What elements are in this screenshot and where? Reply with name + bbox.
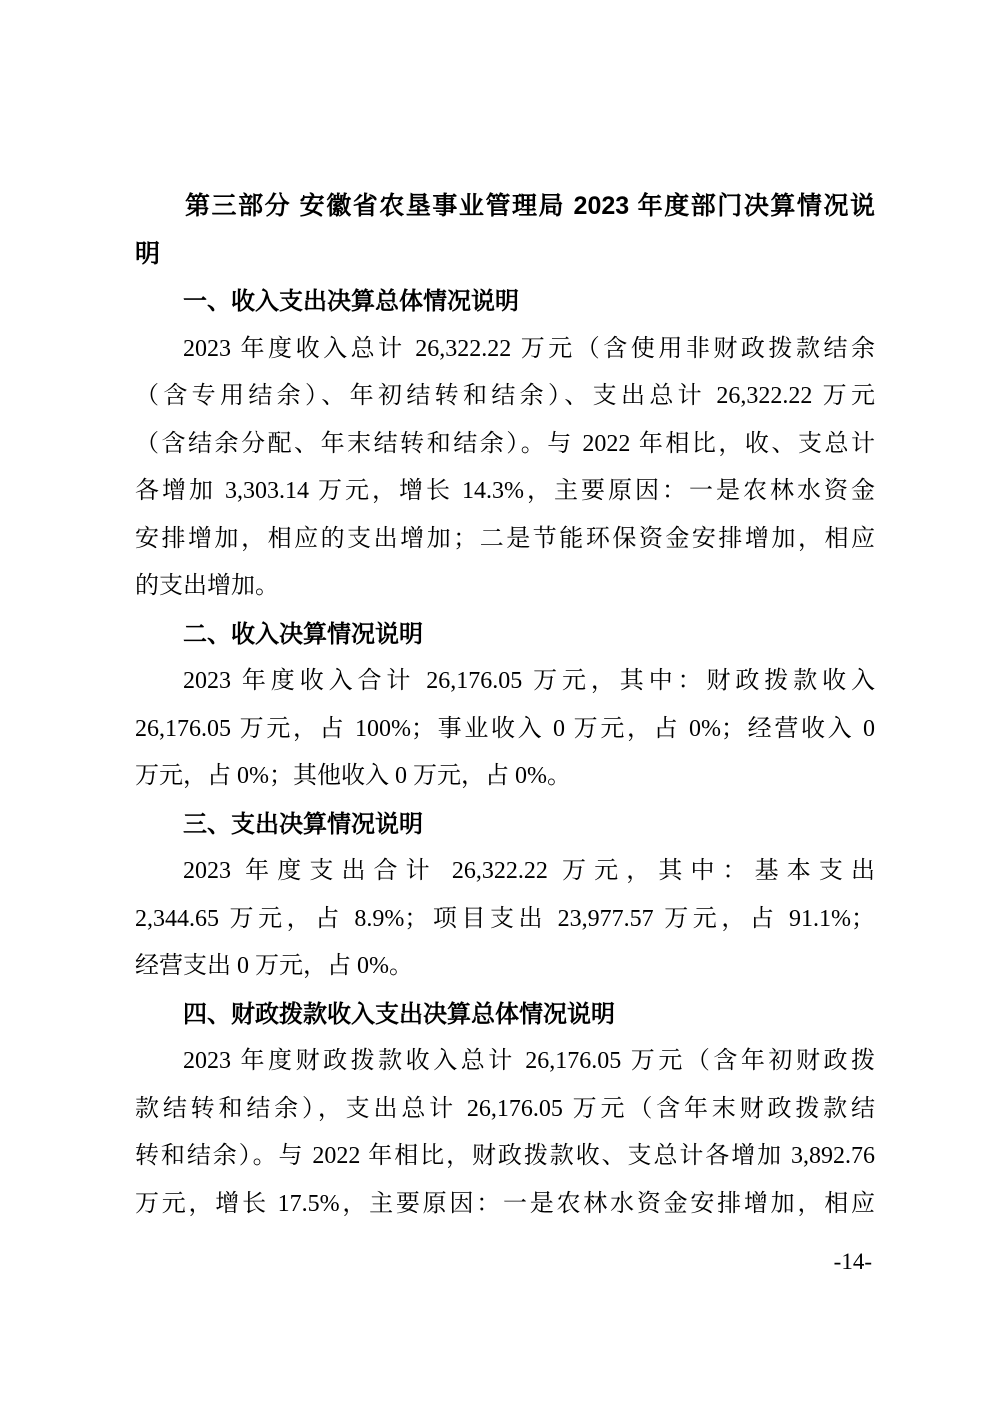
- paragraph-line: 各增加 3,303.14 万元，增长 14.3%，主要原因：一是农林水资金: [135, 478, 875, 504]
- document-title-line-2: 明: [135, 239, 161, 268]
- paragraph-line: 款结转和结余），支出总计 26,176.05 万元（含年末财政拨款结: [135, 1095, 875, 1122]
- paragraph-line: （含专用结余）、年初结转和结余）、支出总计 26,322.22 万元: [135, 383, 875, 409]
- paragraph-line: 转和结余）。与 2022 年相比，财政拨款收、支总计各增加 3,892.76: [135, 1143, 875, 1169]
- section-2-heading: 二、收入决算情况说明: [183, 620, 423, 648]
- page-number: -14-: [833, 1249, 872, 1274]
- paragraph-line: 万元，增长 17.5%，主要原因：一是农林水资金安排增加，相应: [135, 1190, 875, 1217]
- section-4-heading: 四、财政拨款收入支出决算总体情况说明: [183, 1000, 615, 1028]
- paragraph-line: 2,344.65 万元，占 8.9%；项目支出 23,977.57 万元，占 91.1%；: [135, 905, 875, 932]
- section-3-heading: 三、支出决算情况说明: [183, 810, 423, 838]
- paragraph-line: （含结余分配、年末结转和结余）。与 2022 年相比，收、支总计: [135, 430, 875, 457]
- document-title-line-1: 第三部分 安徽省农垦事业管理局 2023 年度部门决算情况说: [185, 192, 875, 220]
- paragraph-line: 的支出增加。: [135, 573, 279, 599]
- paragraph-line: 2023 年度收入总计 26,322.22 万元（含使用非财政拨款结余: [183, 335, 875, 362]
- paragraph-line: 2023 年度支出合计 26,322.22 万元，其中：基本支出: [183, 858, 875, 884]
- paragraph-line: 万元，占 0%；其他收入 0 万元，占 0%。: [135, 763, 571, 789]
- section-1-heading: 一、收入支出决算总体情况说明: [183, 288, 519, 315]
- paragraph-line: 经营支出 0 万元，占 0%。: [135, 953, 413, 979]
- document-body: [135, 183, 875, 1228]
- paragraph-line: 安排增加，相应的支出增加；二是节能环保资金安排增加，相应: [135, 525, 875, 552]
- paragraph-line: 26,176.05 万元，占 100%；事业收入 0 万元，占 0%；经营收入 0: [135, 715, 875, 742]
- paragraph-line: 2023 年度财政拨款收入总计 26,176.05 万元（含年初财政拨: [183, 1048, 875, 1074]
- paragraph-line: 2023 年度收入合计 26,176.05 万元，其中：财政拨款收入: [183, 668, 875, 694]
